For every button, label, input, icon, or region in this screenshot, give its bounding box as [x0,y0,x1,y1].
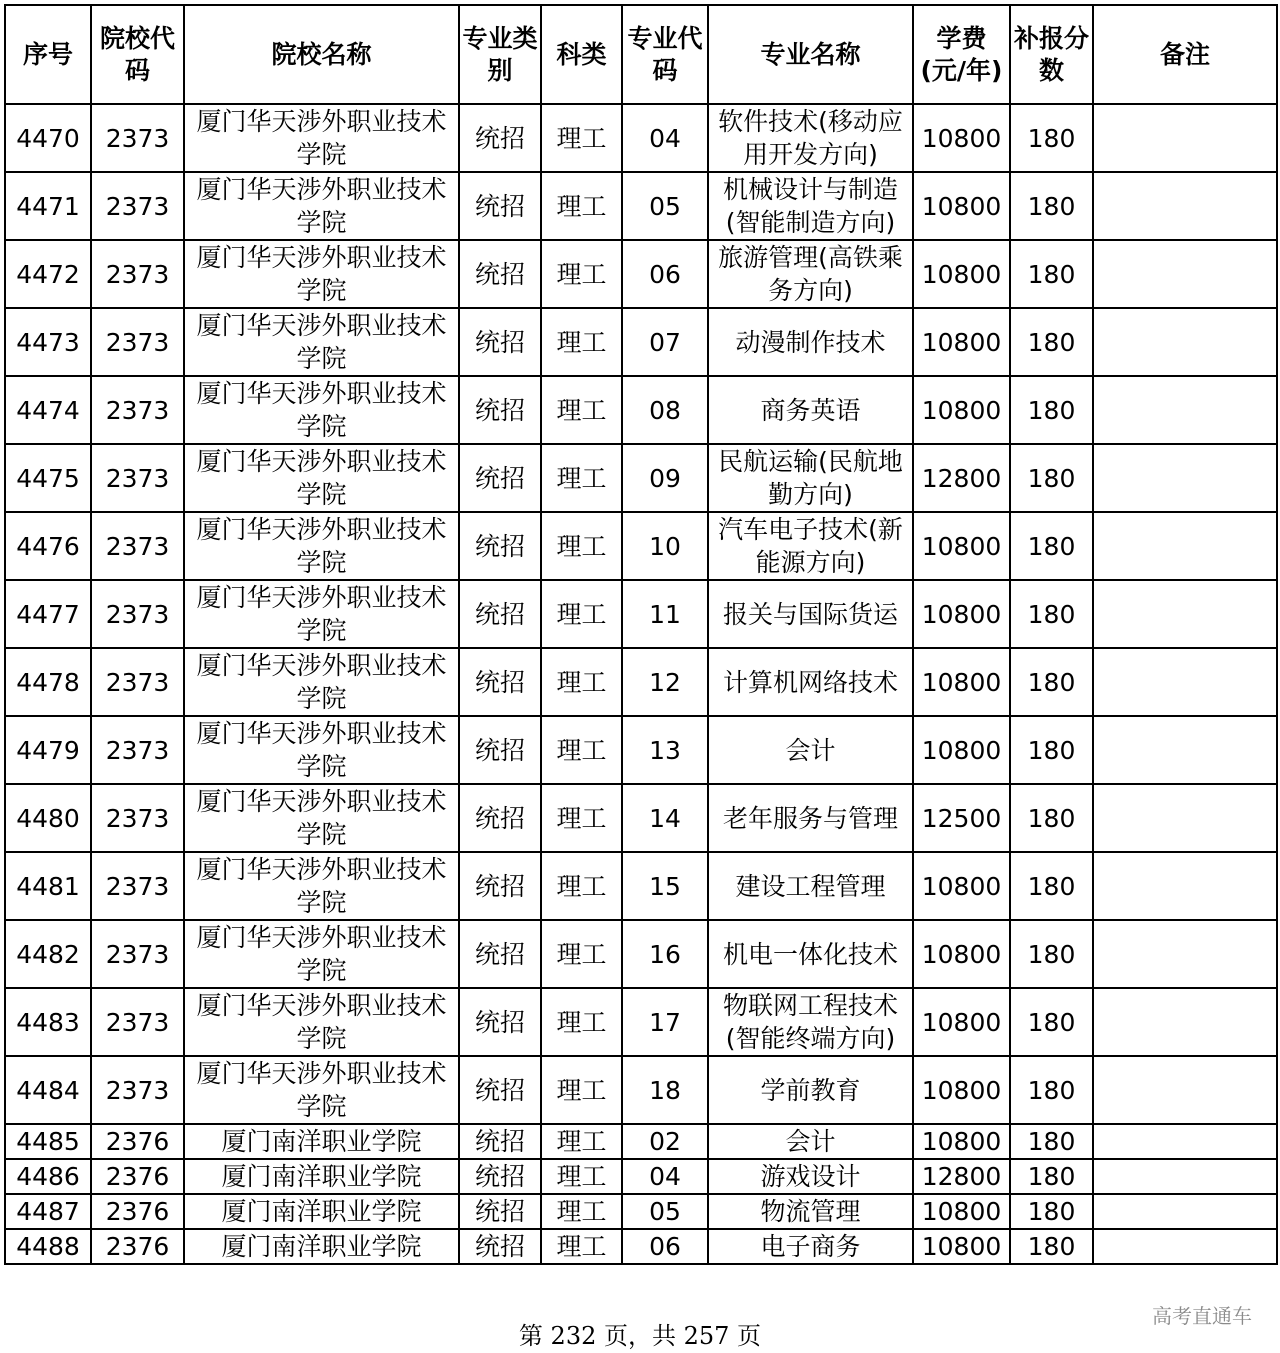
cell-subject: 理工 [541,512,622,580]
cell-major-name: 建设工程管理 [708,852,913,920]
cell-school-code: 2373 [91,512,184,580]
cell-seq: 4488 [5,1229,91,1264]
table-row [5,1194,1277,1229]
cell-seq: 4486 [5,1159,91,1194]
cell-school-name: 厦门华天涉外职业技术学院 [184,444,459,512]
table-row [5,104,1277,172]
cell-tuition: 12500 [913,784,1010,852]
cell-major-type: 统招 [459,988,541,1056]
cell-major-code: 12 [622,648,708,716]
cell-major-name: 物联网工程技术(智能终端方向) [708,988,913,1056]
cell-school-code: 2376 [91,1159,184,1194]
cell-major-name: 电子商务 [708,1229,913,1264]
cell-school-name: 厦门华天涉外职业技术学院 [184,852,459,920]
cell-major-type: 统招 [459,104,541,172]
cell-school-code: 2373 [91,172,184,240]
cell-major-code: 04 [622,1159,708,1194]
cell-note [1093,1229,1277,1264]
cell-tuition: 10800 [913,920,1010,988]
cell-tuition: 10800 [913,172,1010,240]
cell-school-name: 厦门华天涉外职业技术学院 [184,512,459,580]
cell-tuition: 10800 [913,512,1010,580]
cell-school-code: 2373 [91,1056,184,1124]
header-score: 补报分数 [1010,5,1093,104]
cell-seq: 4480 [5,784,91,852]
cell-major-type: 统招 [459,444,541,512]
cell-major-type: 统招 [459,1124,541,1159]
cell-major-name: 民航运输(民航地勤方向) [708,444,913,512]
cell-seq: 4485 [5,1124,91,1159]
cell-score: 180 [1010,240,1093,308]
cell-tuition: 10800 [913,648,1010,716]
cell-major-type: 统招 [459,1194,541,1229]
cell-seq: 4481 [5,852,91,920]
table-row [5,852,1277,920]
cell-seq: 4487 [5,1194,91,1229]
cell-major-code: 14 [622,784,708,852]
cell-subject: 理工 [541,784,622,852]
cell-tuition: 10800 [913,104,1010,172]
cell-note [1093,444,1277,512]
cell-school-code: 2373 [91,784,184,852]
cell-subject: 理工 [541,988,622,1056]
table-row [5,1124,1277,1159]
cell-seq: 4482 [5,920,91,988]
cell-seq: 4483 [5,988,91,1056]
cell-school-name: 厦门华天涉外职业技术学院 [184,784,459,852]
watermark: 高考直通车 [1152,1304,1252,1328]
cell-tuition: 10800 [913,1056,1010,1124]
table-row [5,648,1277,716]
cell-tuition: 10800 [913,1229,1010,1264]
cell-subject: 理工 [541,580,622,648]
cell-major-type: 统招 [459,376,541,444]
cell-school-code: 2376 [91,1124,184,1159]
cell-school-name: 厦门华天涉外职业技术学院 [184,104,459,172]
cell-major-code: 09 [622,444,708,512]
cell-tuition: 10800 [913,852,1010,920]
cell-major-type: 统招 [459,920,541,988]
header-seq: 序号 [5,5,91,104]
cell-major-name: 物流管理 [708,1194,913,1229]
cell-note [1093,648,1277,716]
cell-major-code: 02 [622,1124,708,1159]
cell-subject: 理工 [541,1229,622,1264]
cell-note [1093,308,1277,376]
cell-subject: 理工 [541,1056,622,1124]
cell-school-code: 2373 [91,240,184,308]
header-major-type: 专业类别 [459,5,541,104]
cell-score: 180 [1010,444,1093,512]
cell-school-code: 2373 [91,716,184,784]
cell-tuition: 10800 [913,988,1010,1056]
cell-major-type: 统招 [459,512,541,580]
cell-note [1093,172,1277,240]
cell-note [1093,852,1277,920]
cell-tuition: 12800 [913,444,1010,512]
cell-school-name: 厦门华天涉外职业技术学院 [184,172,459,240]
cell-major-name: 旅游管理(高铁乘务方向) [708,240,913,308]
cell-subject: 理工 [541,920,622,988]
cell-major-name: 报关与国际货运 [708,580,913,648]
cell-note [1093,1194,1277,1229]
cell-seq: 4474 [5,376,91,444]
cell-seq: 4470 [5,104,91,172]
header-school-code: 院校代码 [91,5,184,104]
cell-major-code: 06 [622,240,708,308]
cell-major-code: 10 [622,512,708,580]
cell-major-code: 16 [622,920,708,988]
header-row [5,5,1277,104]
cell-school-code: 2373 [91,308,184,376]
cell-subject: 理工 [541,172,622,240]
cell-note [1093,988,1277,1056]
cell-tuition: 10800 [913,240,1010,308]
cell-major-code: 13 [622,716,708,784]
cell-school-name: 厦门华天涉外职业技术学院 [184,376,459,444]
cell-tuition: 10800 [913,376,1010,444]
cell-major-name: 计算机网络技术 [708,648,913,716]
cell-score: 180 [1010,920,1093,988]
cell-school-code: 2373 [91,988,184,1056]
cell-subject: 理工 [541,376,622,444]
cell-school-name: 厦门华天涉外职业技术学院 [184,920,459,988]
cell-subject: 理工 [541,1159,622,1194]
cell-major-name: 机械设计与制造(智能制造方向) [708,172,913,240]
cell-school-name: 厦门华天涉外职业技术学院 [184,988,459,1056]
cell-score: 180 [1010,1229,1093,1264]
cell-major-type: 统招 [459,308,541,376]
header-major-name: 专业名称 [708,5,913,104]
cell-tuition: 10800 [913,580,1010,648]
header-major-code: 专业代码 [622,5,708,104]
cell-seq: 4473 [5,308,91,376]
cell-major-name: 会计 [708,716,913,784]
cell-tuition: 10800 [913,1194,1010,1229]
cell-major-code: 11 [622,580,708,648]
cell-subject: 理工 [541,240,622,308]
cell-score: 180 [1010,1124,1093,1159]
cell-major-name: 会计 [708,1124,913,1159]
cell-school-name: 厦门南洋职业学院 [184,1124,459,1159]
cell-note [1093,512,1277,580]
cell-school-name: 厦门华天涉外职业技术学院 [184,580,459,648]
cell-school-code: 2373 [91,580,184,648]
table-row [5,444,1277,512]
header-tuition: 学费(元/年) [913,5,1010,104]
cell-seq: 4479 [5,716,91,784]
cell-tuition: 10800 [913,308,1010,376]
cell-major-name: 汽车电子技术(新能源方向) [708,512,913,580]
cell-score: 180 [1010,716,1093,784]
cell-note [1093,1159,1277,1194]
cell-major-code: 04 [622,104,708,172]
cell-score: 180 [1010,784,1093,852]
cell-school-code: 2373 [91,648,184,716]
cell-note [1093,1124,1277,1159]
cell-school-name: 厦门华天涉外职业技术学院 [184,716,459,784]
table-row [5,1229,1277,1264]
cell-major-code: 05 [622,172,708,240]
cell-school-name: 厦门华天涉外职业技术学院 [184,648,459,716]
table-row [5,172,1277,240]
cell-major-type: 统招 [459,240,541,308]
cell-score: 180 [1010,648,1093,716]
cell-school-name: 厦门华天涉外职业技术学院 [184,240,459,308]
cell-subject: 理工 [541,716,622,784]
cell-score: 180 [1010,1056,1093,1124]
cell-school-name: 厦门华天涉外职业技术学院 [184,308,459,376]
table-row [5,716,1277,784]
cell-seq: 4475 [5,444,91,512]
cell-subject: 理工 [541,1124,622,1159]
cell-score: 180 [1010,172,1093,240]
cell-note [1093,376,1277,444]
cell-subject: 理工 [541,308,622,376]
cell-major-type: 统招 [459,852,541,920]
cell-seq: 4476 [5,512,91,580]
cell-seq: 4472 [5,240,91,308]
cell-major-code: 18 [622,1056,708,1124]
cell-major-name: 软件技术(移动应用开发方向) [708,104,913,172]
table-row [5,308,1277,376]
table-row [5,512,1277,580]
cell-major-name: 机电一体化技术 [708,920,913,988]
cell-score: 180 [1010,1194,1093,1229]
cell-note [1093,716,1277,784]
cell-note [1093,104,1277,172]
cell-school-name: 厦门南洋职业学院 [184,1159,459,1194]
page-footer: 第 232 页，共 257 页 [518,1322,762,1350]
cell-school-name: 厦门南洋职业学院 [184,1229,459,1264]
cell-major-code: 08 [622,376,708,444]
header-school-name: 院校名称 [184,5,459,104]
cell-note [1093,920,1277,988]
table-row [5,920,1277,988]
cell-major-type: 统招 [459,716,541,784]
table-body [5,104,1277,1264]
cell-score: 180 [1010,988,1093,1056]
cell-major-code: 06 [622,1229,708,1264]
table-row [5,1159,1277,1194]
cell-school-code: 2376 [91,1194,184,1229]
cell-note [1093,580,1277,648]
cell-score: 180 [1010,1159,1093,1194]
cell-school-name: 厦门南洋职业学院 [184,1194,459,1229]
cell-score: 180 [1010,580,1093,648]
cell-seq: 4484 [5,1056,91,1124]
cell-tuition: 10800 [913,1124,1010,1159]
table-row [5,580,1277,648]
cell-major-type: 统招 [459,648,541,716]
cell-score: 180 [1010,104,1093,172]
cell-major-name: 商务英语 [708,376,913,444]
header-note: 备注 [1093,5,1277,104]
cell-subject: 理工 [541,648,622,716]
cell-school-code: 2376 [91,1229,184,1264]
cell-major-name: 学前教育 [708,1056,913,1124]
cell-school-code: 2373 [91,376,184,444]
cell-major-type: 统招 [459,580,541,648]
cell-subject: 理工 [541,444,622,512]
cell-seq: 4477 [5,580,91,648]
cell-subject: 理工 [541,104,622,172]
cell-major-type: 统招 [459,1056,541,1124]
cell-major-code: 17 [622,988,708,1056]
cell-subject: 理工 [541,1194,622,1229]
cell-school-name: 厦门华天涉外职业技术学院 [184,1056,459,1124]
table-row [5,1056,1277,1124]
cell-score: 180 [1010,376,1093,444]
cell-seq: 4478 [5,648,91,716]
cell-school-code: 2373 [91,852,184,920]
cell-score: 180 [1010,512,1093,580]
cell-school-code: 2373 [91,444,184,512]
cell-major-name: 游戏设计 [708,1159,913,1194]
table-row [5,988,1277,1056]
cell-school-code: 2373 [91,104,184,172]
cell-subject: 理工 [541,852,622,920]
cell-school-code: 2373 [91,920,184,988]
cell-major-type: 统招 [459,1229,541,1264]
table-row [5,240,1277,308]
header-subject: 科类 [541,5,622,104]
table-row [5,376,1277,444]
admission-table [4,4,1278,1265]
cell-note [1093,1056,1277,1124]
cell-major-type: 统招 [459,172,541,240]
cell-major-name: 动漫制作技术 [708,308,913,376]
cell-major-type: 统招 [459,784,541,852]
cell-major-name: 老年服务与管理 [708,784,913,852]
cell-major-code: 15 [622,852,708,920]
cell-note [1093,784,1277,852]
cell-note [1093,240,1277,308]
table-row [5,784,1277,852]
cell-major-code: 05 [622,1194,708,1229]
cell-score: 180 [1010,852,1093,920]
cell-major-code: 07 [622,308,708,376]
cell-tuition: 10800 [913,716,1010,784]
cell-major-type: 统招 [459,1159,541,1194]
cell-seq: 4471 [5,172,91,240]
cell-score: 180 [1010,308,1093,376]
cell-tuition: 12800 [913,1159,1010,1194]
